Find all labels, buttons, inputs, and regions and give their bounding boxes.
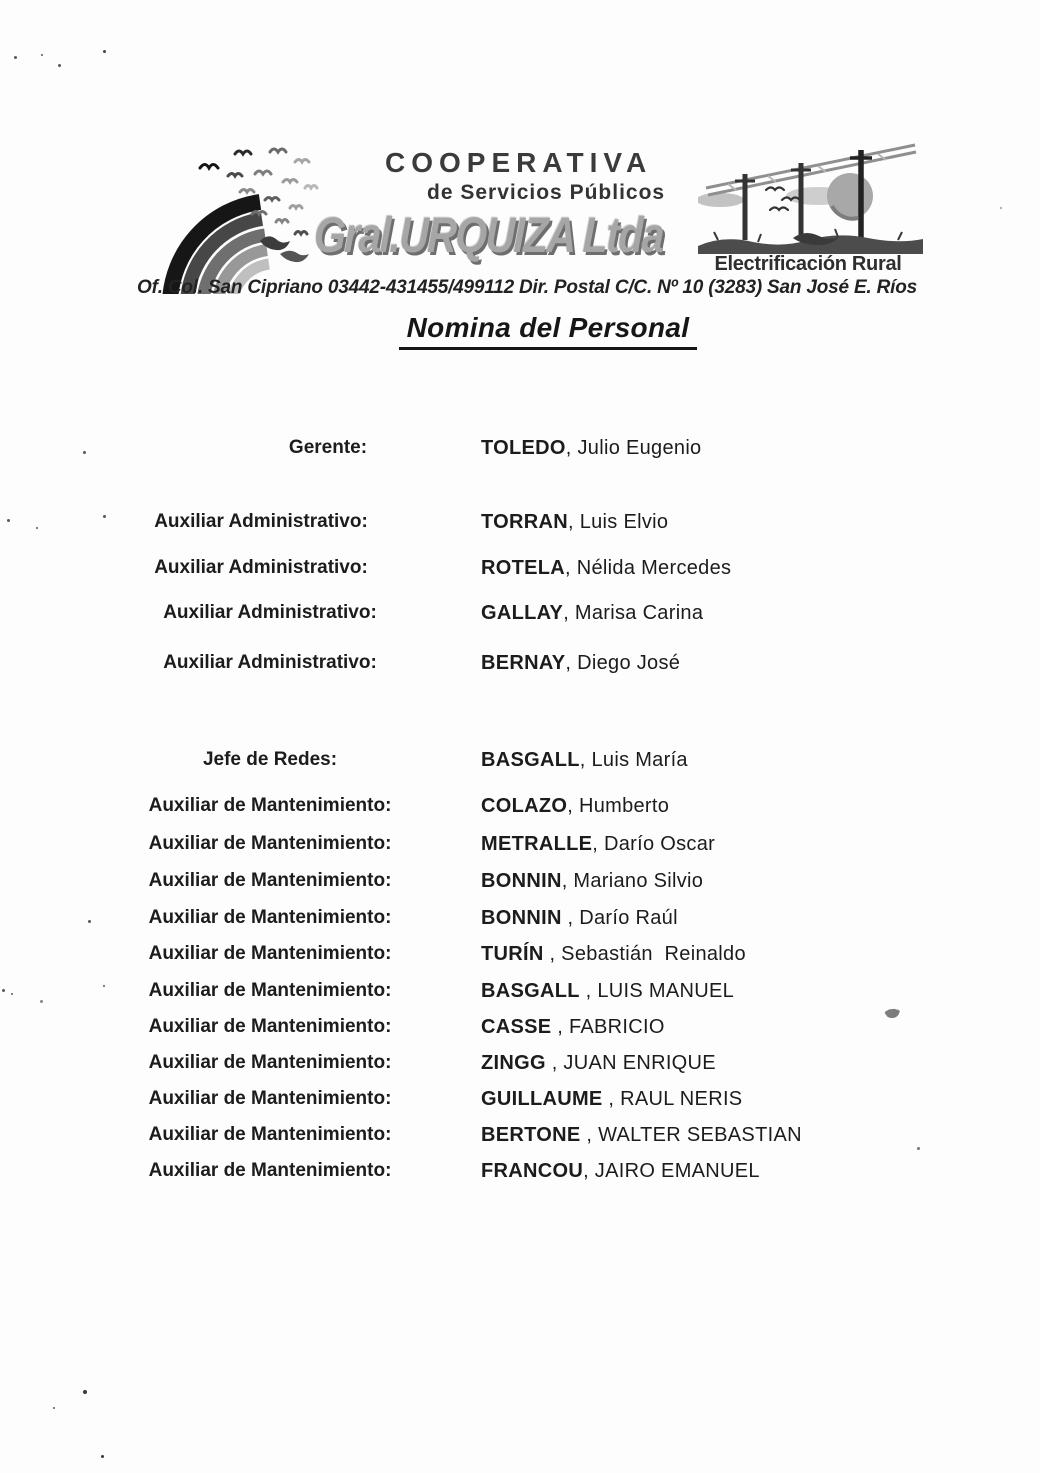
person-surname: BONNIN [481,870,562,892]
person-name [481,833,715,856]
person-name [481,1088,742,1111]
person-given-names: , Luis Elvio [568,511,669,533]
roster-row [0,1088,1040,1112]
person-given-names: , JUAN ENRIQUE [545,1052,716,1074]
person-surname: GUILLAUME [481,1088,603,1110]
person-surname: FRANCOU [481,1160,584,1182]
person-name [481,870,703,893]
person-name [481,1160,760,1183]
roster-row [0,907,1040,931]
person-name [481,749,688,772]
role-label: Auxiliar Administrativo: [163,652,377,673]
role-label: Auxiliar de Mantenimiento: [148,870,392,891]
person-surname: CASSE [481,1016,552,1038]
role-label: Auxiliar de Mantenimiento: [148,1052,392,1073]
roster-row [0,795,1040,819]
brand-name: Gral.URQUIZA Ltda [313,207,664,263]
scan-speck [2,989,5,992]
role-label: Auxiliar de Mantenimiento: [148,1124,392,1145]
person-name [481,511,668,534]
role-label: Auxiliar Administrativo: [154,557,368,578]
page-title: Nomina del Personal [399,312,698,350]
person-surname: BASGALL [481,980,580,1002]
roster-row [0,1160,1040,1184]
scan-speck [101,1455,104,1458]
roster-row [0,557,1040,581]
person-given-names: , Mariano Silvio [561,870,704,892]
person-surname: BERTONE [481,1124,581,1146]
role-label: Auxiliar Administrativo: [163,602,377,623]
roster-row [0,602,1040,626]
title-wrap [56,312,1040,350]
person-given-names: , Julio Eugenio [565,437,702,459]
person-name [481,980,734,1003]
person-name [481,1016,665,1039]
role-label: Auxiliar de Mantenimiento: [148,1160,392,1181]
person-surname: BERNAY [481,652,566,674]
scan-speck [36,527,38,529]
scan-speck [103,515,106,518]
role-label: Auxiliar de Mantenimiento: [148,907,392,928]
org-name-line2: de Servicios Públicos [427,181,666,204]
scan-speck [11,993,13,995]
scan-speck [103,985,105,987]
roster-row [0,511,1040,535]
roster-row [0,833,1040,857]
role-label: Auxiliar Administrativo: [154,511,368,532]
person-given-names: , WALTER SEBASTIAN [580,1124,802,1146]
org-name-line1: COOPERATIVA [385,147,653,178]
roster-row [0,652,1040,676]
scan-speck [88,920,91,923]
person-surname: METRALLE [481,833,593,855]
person-name [481,1124,802,1147]
scan-speck [14,56,17,59]
person-name [481,943,746,966]
person-given-names: , Darío Oscar [592,833,716,855]
person-given-names: , Darío Raúl [561,907,678,929]
role-label: Auxiliar de Mantenimiento: [148,795,392,816]
scan-speck [83,1390,87,1394]
scan-speck [83,451,86,454]
person-surname: ZINGG [481,1052,546,1074]
scan-speck [103,50,106,53]
person-name [481,907,678,930]
person-name [481,557,731,580]
person-surname: GALLAY [481,602,564,624]
role-label: Auxiliar de Mantenimiento: [148,1088,392,1109]
roster-row [0,870,1040,894]
role-label: Jefe de Redes: [202,749,338,770]
person-given-names: , RAUL NERIS [602,1088,743,1110]
address-line: Of. Col. San Cipriano 03442-431455/499112 Dir. Postal C/C. Nº 10 (3283) San José E. Ríos [137,277,917,298]
roster-row [0,1016,1040,1040]
scan-speck [1000,207,1002,209]
person-surname: TOLEDO [481,437,566,459]
person-name [481,602,703,625]
person-name [481,652,680,675]
roster-row [0,943,1040,967]
scan-speck [58,64,61,67]
scan-speck [40,1000,43,1003]
person-surname: BONNIN [481,907,562,929]
person-name [481,795,669,818]
rural-electrification-logo-icon [698,138,923,258]
role-label: Auxiliar de Mantenimiento: [148,943,392,964]
role-label: Gerente: [288,437,368,458]
roster-row [0,749,1040,773]
scan-speck [53,1407,55,1409]
person-surname: TURÍN [481,943,544,965]
person-surname: BASGALL [481,749,580,771]
person-given-names: , Sebastián Reinaldo [543,943,746,965]
right-logo-caption: Electrificación Rural [714,253,902,275]
person-given-names: , Marisa Carina [563,602,704,624]
person-given-names: , Nélida Mercedes [565,557,732,579]
roster-row [0,1052,1040,1076]
person-given-names: , LUIS MANUEL [579,980,735,1002]
person-given-names: , Luis María [579,749,688,771]
roster-row [0,1124,1040,1148]
roster-row [0,980,1040,1004]
scan-speck [41,54,43,56]
roster-row [0,437,1040,461]
role-label: Auxiliar de Mantenimiento: [148,980,392,1001]
person-given-names: , Diego José [565,652,681,674]
person-name [481,1052,716,1075]
person-name [481,437,701,460]
person-surname: ROTELA [481,557,566,579]
role-label: Auxiliar de Mantenimiento: [148,1016,392,1037]
scan-speck [917,1147,920,1150]
person-given-names: , JAIRO EMANUEL [583,1160,760,1182]
person-surname: TORRAN [481,511,568,533]
scan-speck [7,519,10,522]
person-surname: COLAZO [481,795,568,817]
person-given-names: , FABRICIO [551,1016,665,1038]
role-label: Auxiliar de Mantenimiento: [148,833,392,854]
person-given-names: , Humberto [567,795,670,817]
